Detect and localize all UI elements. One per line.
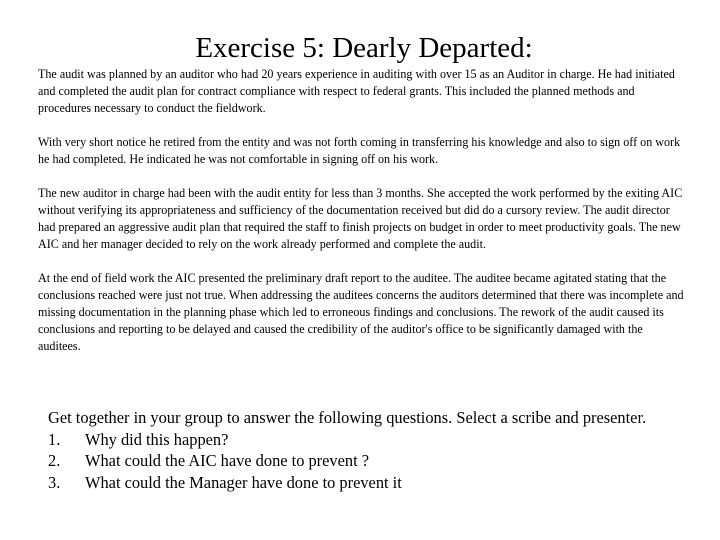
paragraph-retirement: With very short notice he retired from the entity and was not forth coming in transferring his knowledge and also to sign off on work he had completed. He indicated he was not comfortable in signing off on his work. [38, 135, 681, 166]
group-task [48, 407, 688, 493]
question-text: Why did this happen? [85, 429, 229, 449]
case-narrative [38, 66, 688, 372]
paragraph-new-aic: The new auditor in charge had been with the audit entity for less than 3 months. She accepted the work performed by the exiting AIC without verifying its appropriateness and sufficiency of the documentation received but did do a cursory review. The audit director had prepared an aggressive audit plan that required the staff to finish projects on budget in order to meet productivity goals. The new AIC and her manager decided to rely on the work already performed and complete the audit. [38, 186, 683, 251]
question-list [48, 429, 688, 494]
question-number: 3. [48, 472, 61, 492]
paragraph-planning: The audit was planned by an auditor who had 20 years experience in auditing with over 15 as an Auditor in charge. He had initiated and completed the audit plan for contract compliance with respect to federal grants. This included the planned methods and procedures necessary to conduct the fieldwork. [38, 67, 675, 115]
slide-title: Exercise 5: Dearly Departed: [195, 32, 533, 64]
group-instructions: Get together in your group to answer the following questions. Select a scribe and presenter. [48, 408, 647, 427]
question-text: What could the Manager have done to prevent it [85, 472, 402, 492]
question-item [48, 472, 688, 494]
question-number: 1. [48, 429, 61, 449]
question-text: What could the AIC have done to prevent ? [85, 451, 370, 470]
question-item [48, 450, 688, 472]
question-number: 2. [48, 451, 61, 470]
paragraph-fieldwork-end: At the end of field work the AIC presented the preliminary draft report to the auditee. The auditee became agitated stating that the conclusions reached were just not true. When addressing the auditees concerns the auditors determined that there was incomplete and missing documentation in the planning phase which led to erroneous findings and conclusions. The rework of the audit caused its conclusions and reporting to be delayed and caused the credibility of the auditor's office to be significantly damaged with the auditees. [38, 271, 684, 353]
question-item [48, 429, 688, 451]
